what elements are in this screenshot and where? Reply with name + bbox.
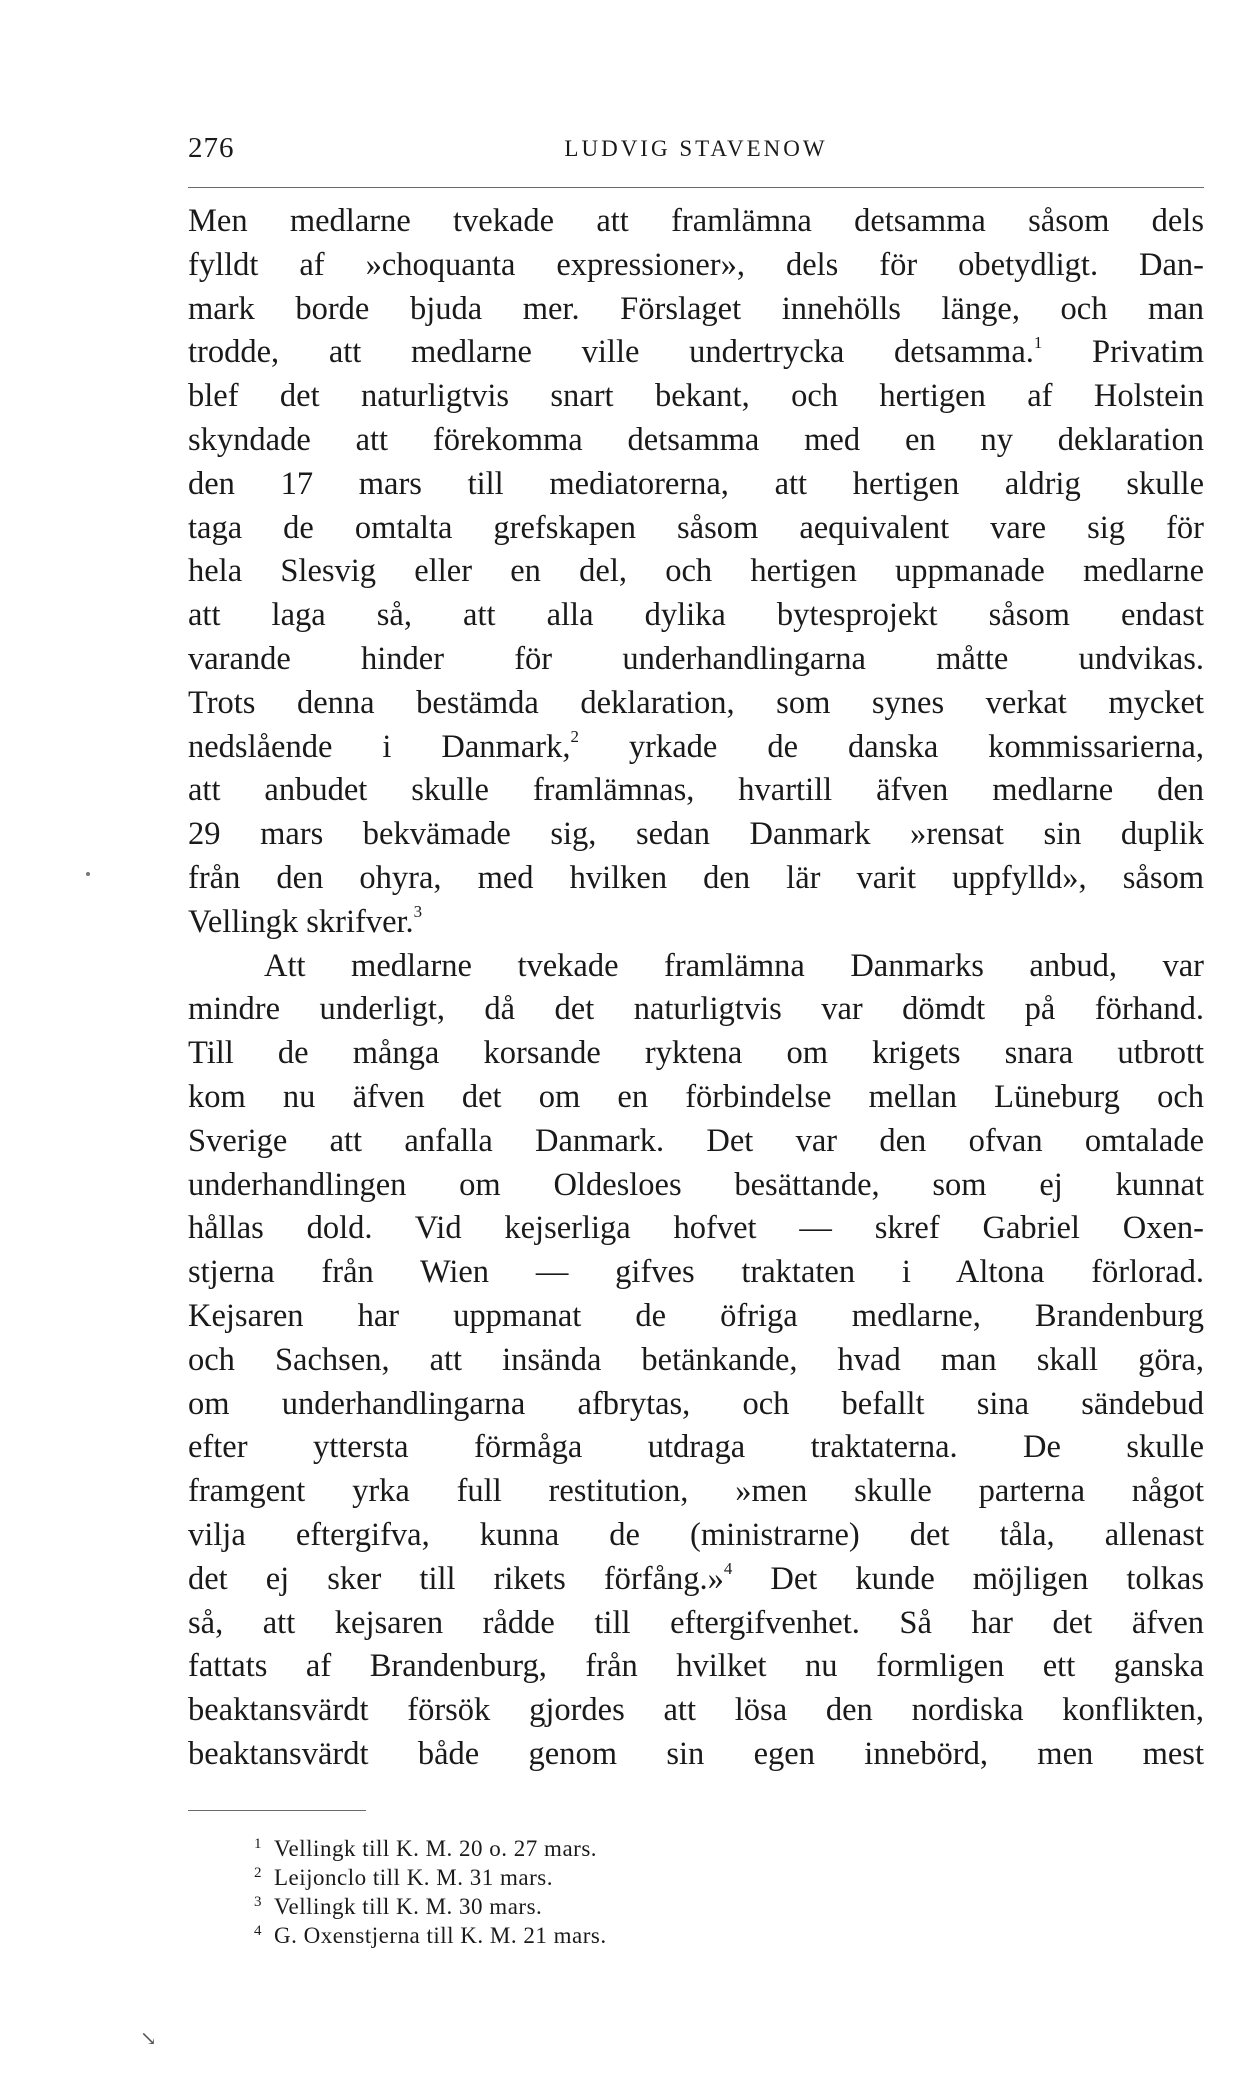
text-line — [188, 594, 1204, 638]
footnote — [254, 1834, 954, 1863]
text-line — [188, 1207, 1204, 1251]
line-text: fattats af Brandenburg, från hvilket nu formligen ett ganska — [188, 1648, 1204, 1685]
text-line — [188, 1470, 1204, 1514]
footnote-mark: 1 — [254, 1836, 262, 1852]
line-text: beaktansvärdt både genom sin egen innebörd, men mest — [188, 1735, 1204, 1772]
line-text-continued: Det kunde möjligen tolkas — [732, 1560, 1204, 1597]
page-number: 276 — [188, 132, 235, 164]
line-text: beaktansvärdt försök gjordes att lösa den nordiska konflikten, — [188, 1692, 1204, 1729]
text-line — [188, 857, 1204, 901]
line-text: 29 mars bekvämade sig, sedan Danmark »rensat sin duplik — [188, 816, 1204, 853]
text-line — [188, 1076, 1204, 1120]
footnote-mark: 2 — [254, 1865, 262, 1881]
footnote-text: Vellingk till K. M. 30 mars. — [274, 1894, 543, 1919]
running-head: LUDVIG STAVENOW — [564, 136, 828, 161]
text-line — [188, 375, 1204, 419]
page-header — [188, 132, 1204, 172]
text-line — [188, 638, 1204, 682]
text-line — [188, 945, 1204, 989]
line-text: fylldt af »choquanta expressioner», dels för obetydligt. Dan- — [188, 246, 1204, 283]
line-text: om underhandlingarna afbrytas, och befallt sina sändebud — [188, 1385, 1204, 1422]
line-text: taga de omtalta grefskapen såsom aequivalent vare sig för — [188, 509, 1204, 546]
text-line — [188, 550, 1204, 594]
text-line — [188, 1383, 1204, 1427]
text-line — [188, 331, 1204, 375]
line-text: nedslående i Danmark, — [188, 728, 571, 765]
footnote-text: Leijonclo till K. M. 31 mars. — [274, 1865, 553, 1890]
footnote-reference: 3 — [413, 902, 423, 922]
line-text: varande hinder för underhandlingarna måtte undvikas. — [188, 640, 1204, 677]
text-line — [188, 1120, 1204, 1164]
text-line — [188, 288, 1204, 332]
line-text: stjerna från Wien — gifves traktaten i Altona förlorad. — [188, 1254, 1204, 1291]
text-line — [188, 244, 1204, 288]
line-text: kom nu äfven det om en förbindelse mellan Lüneburg och — [188, 1078, 1204, 1115]
line-text: mindre underligt, då det naturligtvis var dömdt på förhand. — [188, 991, 1204, 1028]
text-line — [188, 507, 1204, 551]
footnote-reference: 2 — [570, 727, 579, 747]
line-text: den 17 mars till mediatorerna, att hertigen aldrig skulle — [188, 465, 1204, 502]
footnote-text: G. Oxenstjerna till K. M. 21 mars. — [274, 1923, 607, 1948]
text-line — [188, 1733, 1204, 1777]
footnote — [254, 1892, 954, 1921]
line-text: framgent yrka full restitution, »men skulle parterna något — [188, 1473, 1204, 1510]
line-text-continued: yrkade de danska kommissarierna, — [578, 728, 1204, 765]
footnote-rule — [188, 1810, 366, 1811]
text-line — [188, 1602, 1204, 1646]
text-line — [188, 1295, 1204, 1339]
text-line — [188, 901, 1204, 945]
text-line — [188, 726, 1204, 770]
footnote — [254, 1863, 954, 1892]
text-line — [188, 1689, 1204, 1733]
line-text: det ej sker till rikets förfång.» — [188, 1560, 724, 1597]
line-text: Att medlarne tvekade framlämna Danmarks anbud, var — [264, 947, 1204, 984]
text-line — [188, 1164, 1204, 1208]
footnotes — [254, 1834, 954, 1950]
line-text: och Sachsen, att insända betänkande, hvad man skall göra, — [188, 1341, 1204, 1378]
text-line — [188, 1645, 1204, 1689]
footnote — [254, 1921, 954, 1950]
footnote-reference: 4 — [723, 1559, 733, 1579]
line-text: från den ohyra, med hvilken den lär varit uppfylld», såsom — [188, 859, 1204, 896]
line-text: så, att kejsaren rådde till eftergifvenhet. Så har det äfven — [188, 1604, 1204, 1641]
line-text: hållas dold. Vid kejserliga hofvet — skref Gabriel Oxen- — [188, 1210, 1204, 1247]
text-line — [188, 682, 1204, 726]
text-line — [188, 769, 1204, 813]
line-text: hela Slesvig eller en del, och hertigen uppmanade medlarne — [188, 553, 1204, 590]
text-line — [188, 988, 1204, 1032]
text-line — [188, 419, 1204, 463]
line-text: underhandlingen om Oldesloes besättande, som ej kunnat — [188, 1166, 1204, 1203]
footnote-text: Vellingk till K. M. 20 o. 27 mars. — [274, 1836, 598, 1861]
line-text: efter yttersta förmåga utdraga traktaterna. De skulle — [188, 1429, 1204, 1466]
line-text: mark borde bjuda mer. Förslaget innehölls länge, och man — [188, 290, 1204, 327]
line-text: Trots denna bestämda deklaration, som synes verkat mycket — [188, 684, 1204, 721]
text-line — [188, 463, 1204, 507]
line-text: Till de många korsande ryktena om krigets snara utbrott — [188, 1035, 1204, 1072]
line-text: att anbudet skulle framlämnas, hvartill äfven medlarne den — [188, 772, 1204, 809]
body-text — [188, 200, 1204, 1777]
footnote-mark: 3 — [254, 1894, 262, 1910]
line-text: skyndade att förekomma detsamma med en ny deklaration — [188, 421, 1204, 458]
line-text: Kejsaren har uppmanat de öfriga medlarne, Brandenburg — [188, 1297, 1204, 1334]
text-line — [188, 1032, 1204, 1076]
footnote-mark: 4 — [254, 1923, 262, 1939]
text-line — [188, 1339, 1204, 1383]
line-text: att laga så, att alla dylika bytesprojekt såsom endast — [188, 597, 1204, 634]
text-line — [188, 1514, 1204, 1558]
text-line — [188, 813, 1204, 857]
line-text: Vellingk skrifver. — [188, 903, 414, 940]
line-text: Sverige att anfalla Danmark. Det var den ofvan omtalade — [188, 1122, 1204, 1159]
header-rule — [188, 187, 1204, 188]
text-line — [188, 1251, 1204, 1295]
text-line — [188, 200, 1204, 244]
line-text: blef det naturligtvis snart bekant, och hertigen af Holstein — [188, 378, 1204, 415]
text-line — [188, 1426, 1204, 1470]
line-text: Men medlarne tvekade att framlämna detsamma såsom dels — [188, 203, 1204, 239]
line-text-continued: Privatim — [1042, 334, 1204, 371]
scan-mark: ↘ — [140, 2028, 157, 2050]
line-text: trodde, att medlarne ville undertrycka detsamma. — [188, 334, 1034, 371]
text-line — [188, 1558, 1204, 1602]
scan-speck — [86, 872, 90, 876]
footnote-reference: 1 — [1033, 333, 1043, 353]
line-text: vilja eftergifva, kunna de (ministrarne) det tåla, allenast — [188, 1516, 1204, 1553]
